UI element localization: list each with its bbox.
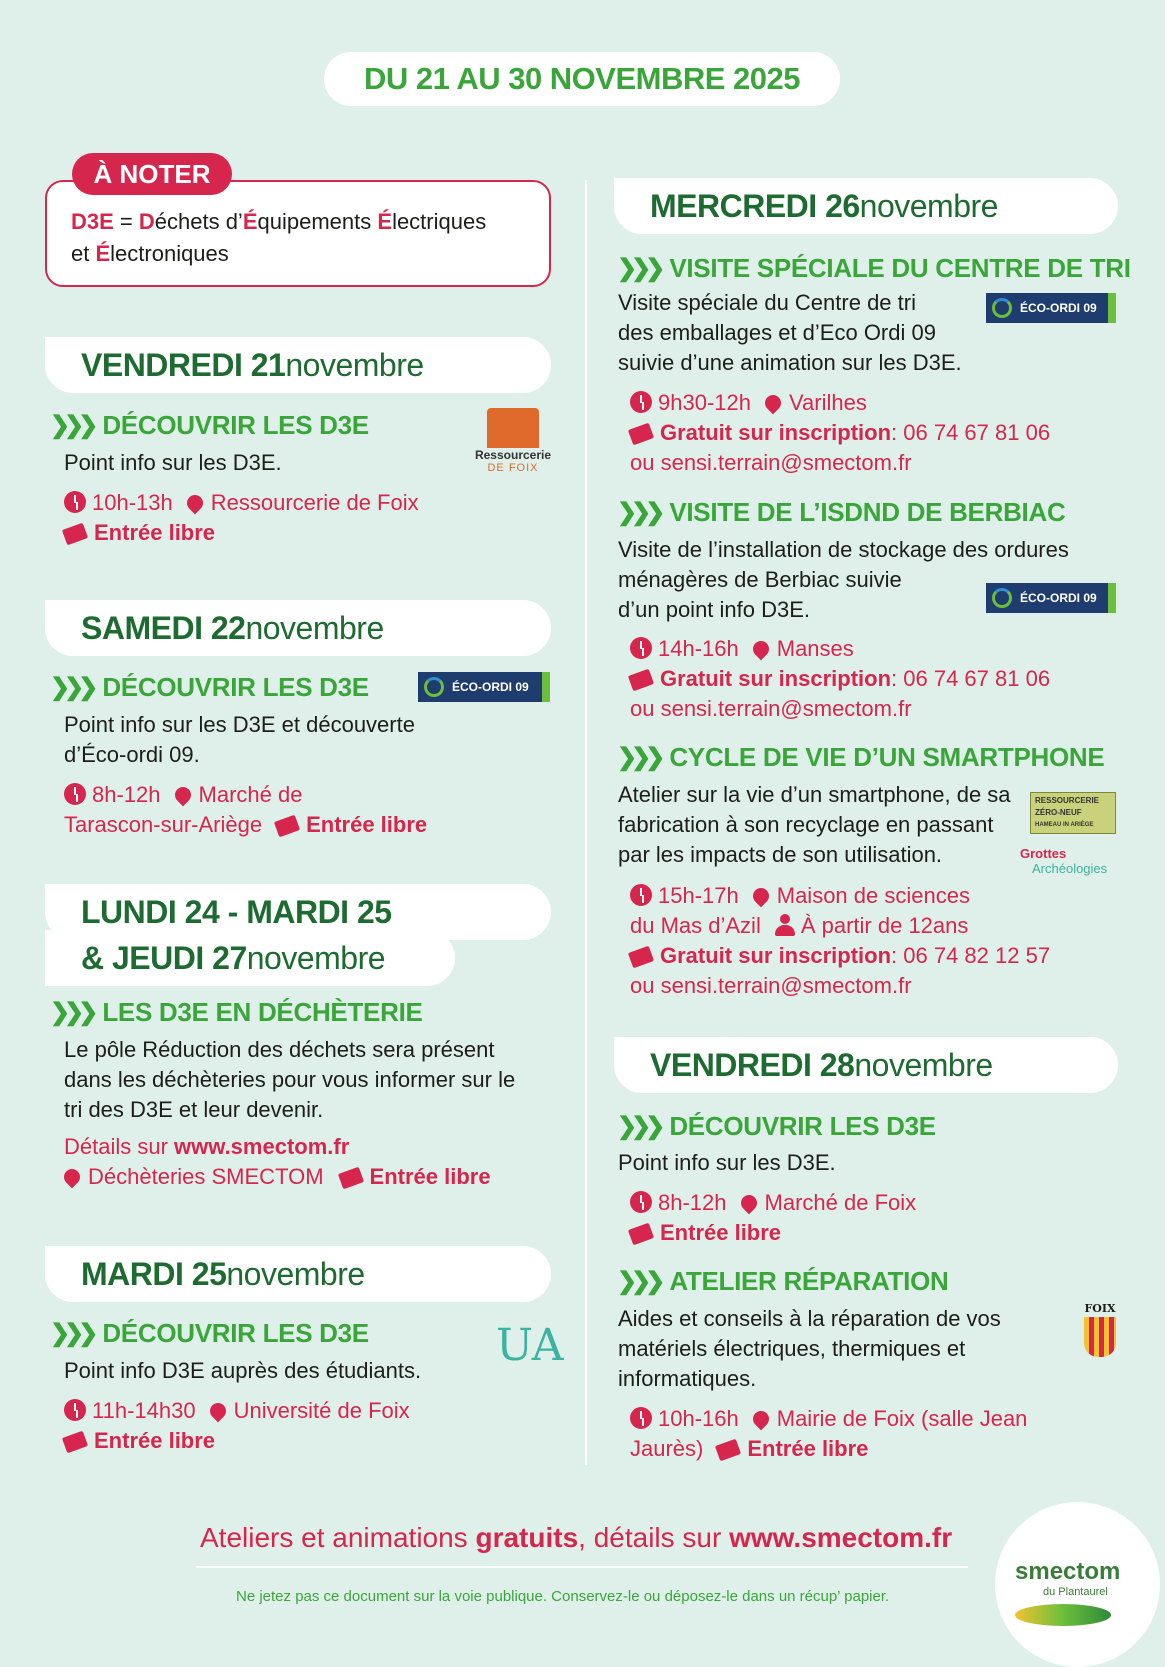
- place: Tarascon-sur-Ariège: [64, 812, 263, 837]
- chevrons-icon: ❯❯❯: [617, 744, 660, 771]
- place: du Mas d’Azil: [630, 913, 761, 938]
- entry: Entrée libre: [94, 1428, 216, 1453]
- footer-divider: [196, 1566, 968, 1568]
- age: À partir de 12ans: [800, 913, 969, 938]
- recycle-icon: [424, 677, 444, 697]
- desc-line: d’un point info D3E.: [618, 597, 811, 622]
- chevrons-icon: ❯❯❯: [617, 1113, 660, 1140]
- desc-line: dans les déchèteries pour vous informer sur le: [64, 1067, 516, 1092]
- activity-label: ATELIER RÉPARATION: [669, 1266, 949, 1296]
- ticket-icon: [62, 1431, 88, 1454]
- date-range-pill: [324, 52, 840, 106]
- activity-info: [64, 780, 302, 810]
- location-pin-icon: [749, 1408, 772, 1431]
- note-t4: et: [71, 241, 96, 266]
- activity-title: [50, 997, 423, 1028]
- footer-text: Ateliers et animations: [200, 1522, 476, 1553]
- activity-info: [630, 388, 867, 418]
- activity-label: DÉCOUVRIR LES D3E: [102, 1318, 369, 1348]
- logo-line: Grottes: [1020, 846, 1067, 861]
- place: Jaurès): [630, 1436, 704, 1461]
- activity-info: [64, 1396, 410, 1426]
- clock-icon: [630, 884, 652, 906]
- entry: Gratuit sur inscription: [660, 420, 892, 445]
- place: Université de Foix: [233, 1398, 410, 1423]
- desc-line: ménagères de Berbiac suivie: [618, 567, 902, 592]
- entry-info: [630, 1218, 781, 1248]
- activity-label: CYCLE DE VIE D’UN SMARTPHONE: [669, 742, 1105, 772]
- day-month: novembre: [285, 346, 424, 383]
- place: Maison de sciences: [776, 883, 970, 908]
- footer-text: gratuits: [475, 1522, 579, 1553]
- note-e1: É: [242, 209, 258, 234]
- time: 10h-13h: [92, 490, 173, 515]
- registration-info: [630, 418, 1050, 448]
- email-line: ou sensi.terrain@smectom.fr: [630, 973, 912, 998]
- registration-info: [630, 941, 1050, 971]
- time: 11h-14h30: [92, 1398, 196, 1423]
- day-name: MARDI 25: [81, 1255, 227, 1292]
- time: 10h-16h: [658, 1406, 739, 1431]
- activity-desc: [618, 288, 962, 378]
- place: Manses: [776, 636, 854, 661]
- place: Mairie de Foix (salle Jean: [776, 1406, 1028, 1431]
- desc-line: par les impacts de son utilisation.: [618, 842, 943, 867]
- ticket-icon: [628, 669, 654, 692]
- time: 9h30-12h: [658, 390, 751, 415]
- ressourcerie-logo: [470, 408, 556, 486]
- activity-title: [617, 742, 1104, 773]
- activity-info: [630, 634, 854, 664]
- chevrons-icon: ❯❯❯: [50, 1320, 93, 1347]
- entry: Entrée libre: [660, 1220, 782, 1245]
- email-line: ou sensi.terrain@smectom.fr: [630, 450, 912, 475]
- day-header-wed26: [614, 178, 1118, 234]
- activity-label: DÉCOUVRIR LES D3E: [102, 672, 369, 702]
- details-line: [64, 1132, 349, 1162]
- day-month: novembre: [226, 1255, 365, 1292]
- chevrons-icon: ❯❯❯: [617, 1268, 660, 1295]
- disclaimer: Ne jetez pas ce document sur la voie publique. Conservez-le ou déposez-le dans un récup’ papier.: [236, 1588, 890, 1605]
- day-header-sat22: [45, 600, 551, 656]
- day-header-fri28: [614, 1037, 1118, 1093]
- entry: Entrée libre: [306, 812, 428, 837]
- ressourcerie-zero-neuf-logo: [1030, 792, 1116, 834]
- activity-label: DÉCOUVRIR LES D3E: [102, 410, 369, 440]
- crest-icon: [1084, 1317, 1116, 1357]
- ticket-icon: [274, 815, 300, 838]
- logo-line: HAMEAU IN ARIÈGE: [1035, 822, 1094, 828]
- day-name: & JEUDI 27: [81, 939, 247, 976]
- place: Ressourcerie de Foix: [210, 490, 419, 515]
- day-name: SAMEDI 22: [81, 609, 246, 646]
- time: 15h-17h: [658, 883, 739, 908]
- note-e2: É: [377, 209, 393, 234]
- date-range: DU 21 AU 30 NOVEMBRE 2025: [363, 61, 801, 96]
- place: Marché de Foix: [764, 1190, 917, 1215]
- recycle-icon: [992, 588, 1012, 608]
- activity-info: [64, 810, 427, 840]
- clock-icon: [630, 637, 652, 659]
- desc-line: fabrication à son recyclage en passant: [618, 812, 994, 837]
- activity-info: [50, 1162, 491, 1192]
- logo-line: ZÉRO-NEUF: [1035, 808, 1082, 817]
- phone: : 06 74 67 81 06: [891, 420, 1051, 445]
- day-month: novembre: [854, 1046, 993, 1083]
- activity-info: [64, 488, 419, 518]
- phone: : 06 74 67 81 06: [891, 666, 1051, 691]
- clock-icon: [630, 1191, 652, 1213]
- day-name: VENDREDI 28: [650, 1046, 855, 1083]
- chevrons-icon: ❯❯❯: [50, 412, 93, 439]
- entry-info: [64, 518, 215, 548]
- time: 8h-12h: [658, 1190, 727, 1215]
- day-name: MERCREDI 26: [650, 187, 860, 224]
- note-d3e: D3E: [71, 209, 114, 234]
- clock-icon: [64, 783, 86, 805]
- grottes-logo: [1020, 846, 1120, 916]
- email-line: ou sensi.terrain@smectom.fr: [630, 696, 912, 721]
- location-pin-icon: [749, 885, 772, 908]
- location-pin-icon: [737, 1192, 760, 1215]
- clock-icon: [630, 1407, 652, 1429]
- activity-label: VISITE DE L’ISDND DE BERBIAC: [669, 497, 1066, 527]
- column-divider: [585, 180, 587, 1465]
- location-pin-icon: [206, 1400, 229, 1423]
- logo-line: Archéologies: [1032, 861, 1108, 876]
- ticket-icon: [337, 1167, 363, 1190]
- day-name: LUNDI 24 - MARDI 25: [81, 893, 392, 930]
- logo-line: RESSOURCERIE: [1035, 796, 1100, 805]
- footer-link[interactable]: www.smectom.fr: [729, 1522, 953, 1553]
- time: 8h-12h: [92, 782, 161, 807]
- logo-text: ÉCO-ORDI 09: [452, 680, 529, 694]
- location-pin-icon: [61, 1166, 84, 1189]
- foix-crest-logo: [1082, 1302, 1118, 1358]
- footer-tagline: [200, 1522, 952, 1554]
- footer-text: , détails sur: [578, 1522, 730, 1553]
- activity-title: [617, 1266, 948, 1297]
- activity-label: VISITE SPÉCIALE DU CENTRE DE TRI: [669, 253, 1131, 283]
- note-box: [45, 180, 551, 287]
- recycle-icon: [992, 298, 1012, 318]
- desc-line: suivie d’une animation sur les D3E.: [618, 350, 962, 375]
- chevrons-icon: ❯❯❯: [50, 999, 93, 1026]
- ticket-icon: [628, 1223, 654, 1246]
- activity-desc: Point info sur les D3E.: [618, 1150, 836, 1175]
- note-eq: =: [113, 209, 139, 234]
- activity-info: [630, 1434, 868, 1464]
- activity-title: [617, 253, 1131, 284]
- activity-desc: Point info D3E auprès des étudiants.: [64, 1358, 422, 1383]
- note-d: D: [138, 209, 155, 234]
- brand-name: smectom: [1015, 1558, 1121, 1585]
- desc-line: Point info sur les D3E et découverte: [64, 712, 415, 737]
- desc-line: informatiques.: [618, 1366, 757, 1391]
- activity-title: [50, 1318, 369, 1349]
- clock-icon: [64, 1399, 86, 1421]
- ticket-icon: [628, 423, 654, 446]
- place: Marché de: [198, 782, 303, 807]
- note-t2: quipements: [257, 209, 378, 234]
- ticket-icon: [62, 523, 88, 546]
- building-icon: [487, 408, 539, 448]
- registration-info: [630, 664, 1050, 694]
- activity-desc: [64, 710, 415, 770]
- desc-line: Visite spéciale du Centre de tri: [618, 290, 916, 315]
- note-t5: lectroniques: [110, 241, 229, 266]
- brand-swoosh-icon: [1015, 1604, 1111, 1626]
- activity-info: [630, 1188, 916, 1218]
- location-pin-icon: [762, 392, 785, 415]
- place: Varilhes: [788, 390, 867, 415]
- location-pin-icon: [183, 492, 206, 515]
- details-link[interactable]: www.smectom.fr: [174, 1134, 350, 1159]
- eco-ordi-logo: [986, 583, 1116, 613]
- smectom-logo: [995, 1502, 1160, 1667]
- desc-line: Aides et conseils à la réparation de vos: [618, 1306, 1001, 1331]
- activity-title: [617, 1111, 936, 1142]
- activity-label: DÉCOUVRIR LES D3E: [669, 1111, 936, 1141]
- desc-line: matériels électriques, thermiques et: [618, 1336, 966, 1361]
- activity-desc: [618, 1304, 1001, 1394]
- person-icon: [775, 914, 795, 936]
- time: 14h-16h: [658, 636, 739, 661]
- clock-icon: [630, 391, 652, 413]
- eco-ordi-logo: [418, 672, 550, 702]
- entry: Entrée libre: [369, 1164, 491, 1189]
- activity-title: [617, 497, 1065, 528]
- ua-logo: UA: [496, 1320, 564, 1371]
- ticket-icon: [628, 946, 654, 969]
- activity-info: [630, 1404, 1027, 1434]
- location-pin-icon: [171, 784, 194, 807]
- activity-label: LES D3E EN DÉCHÈTERIE: [102, 997, 423, 1027]
- desc-line: Visite de l’installation de stockage des ordures: [618, 537, 1069, 562]
- logo-text: ÉCO-ORDI 09: [1020, 301, 1097, 315]
- activity-info: [630, 881, 970, 911]
- day-header-tue25: [45, 1246, 551, 1302]
- entry: Entrée libre: [747, 1436, 869, 1461]
- entry: Gratuit sur inscription: [660, 943, 892, 968]
- note-t3: lectriques: [392, 209, 487, 234]
- eco-ordi-logo: [986, 293, 1116, 323]
- logo-text-top: Ressourcerie: [474, 448, 552, 462]
- activity-desc: [64, 1035, 515, 1125]
- location-pin-icon: [749, 638, 772, 661]
- chevrons-icon: ❯❯❯: [50, 674, 93, 701]
- activity-title: [50, 410, 369, 441]
- day-month: novembre: [859, 187, 998, 224]
- day-header-fri21: [45, 337, 551, 393]
- entry-info: [64, 1426, 215, 1456]
- desc-line: d’Éco-ordi 09.: [64, 742, 200, 767]
- entry: Gratuit sur inscription: [660, 666, 892, 691]
- activity-title: [50, 672, 369, 703]
- logo-text: ÉCO-ORDI 09: [1020, 591, 1097, 605]
- note-e3: É: [95, 241, 111, 266]
- ticket-icon: [715, 1439, 741, 1462]
- day-month: novembre: [246, 939, 386, 976]
- chevrons-icon: ❯❯❯: [617, 255, 660, 282]
- entry: Entrée libre: [94, 520, 216, 545]
- desc-line: des emballages et d’Eco Ordi 09: [618, 320, 936, 345]
- phone: : 06 74 82 12 57: [891, 943, 1051, 968]
- activity-desc: Point info sur les D3E.: [64, 450, 282, 475]
- place: Déchèteries SMECTOM: [88, 1164, 324, 1189]
- logo-text: FOIX: [1084, 1302, 1116, 1315]
- brand-sub: du Plantaurel: [1043, 1586, 1108, 1598]
- day-header-mon24-line2: [45, 930, 455, 986]
- desc-line: tri des D3E et leur devenir.: [64, 1097, 324, 1122]
- desc-line: Le pôle Réduction des déchets sera présent: [64, 1037, 495, 1062]
- day-name: VENDREDI 21: [81, 346, 286, 383]
- logo-text-bottom: DE FOIX: [487, 462, 539, 474]
- note-t1: échets d’: [154, 209, 243, 234]
- details-text: Détails sur: [64, 1134, 175, 1159]
- clock-icon: [64, 491, 86, 513]
- desc-line: Atelier sur la vie d’un smartphone, de sa: [618, 782, 1011, 807]
- activity-info: [630, 911, 968, 941]
- note-tag: À NOTER: [72, 153, 232, 195]
- chevrons-icon: ❯❯❯: [617, 499, 660, 526]
- day-month: novembre: [245, 609, 384, 646]
- activity-desc: [618, 780, 1011, 870]
